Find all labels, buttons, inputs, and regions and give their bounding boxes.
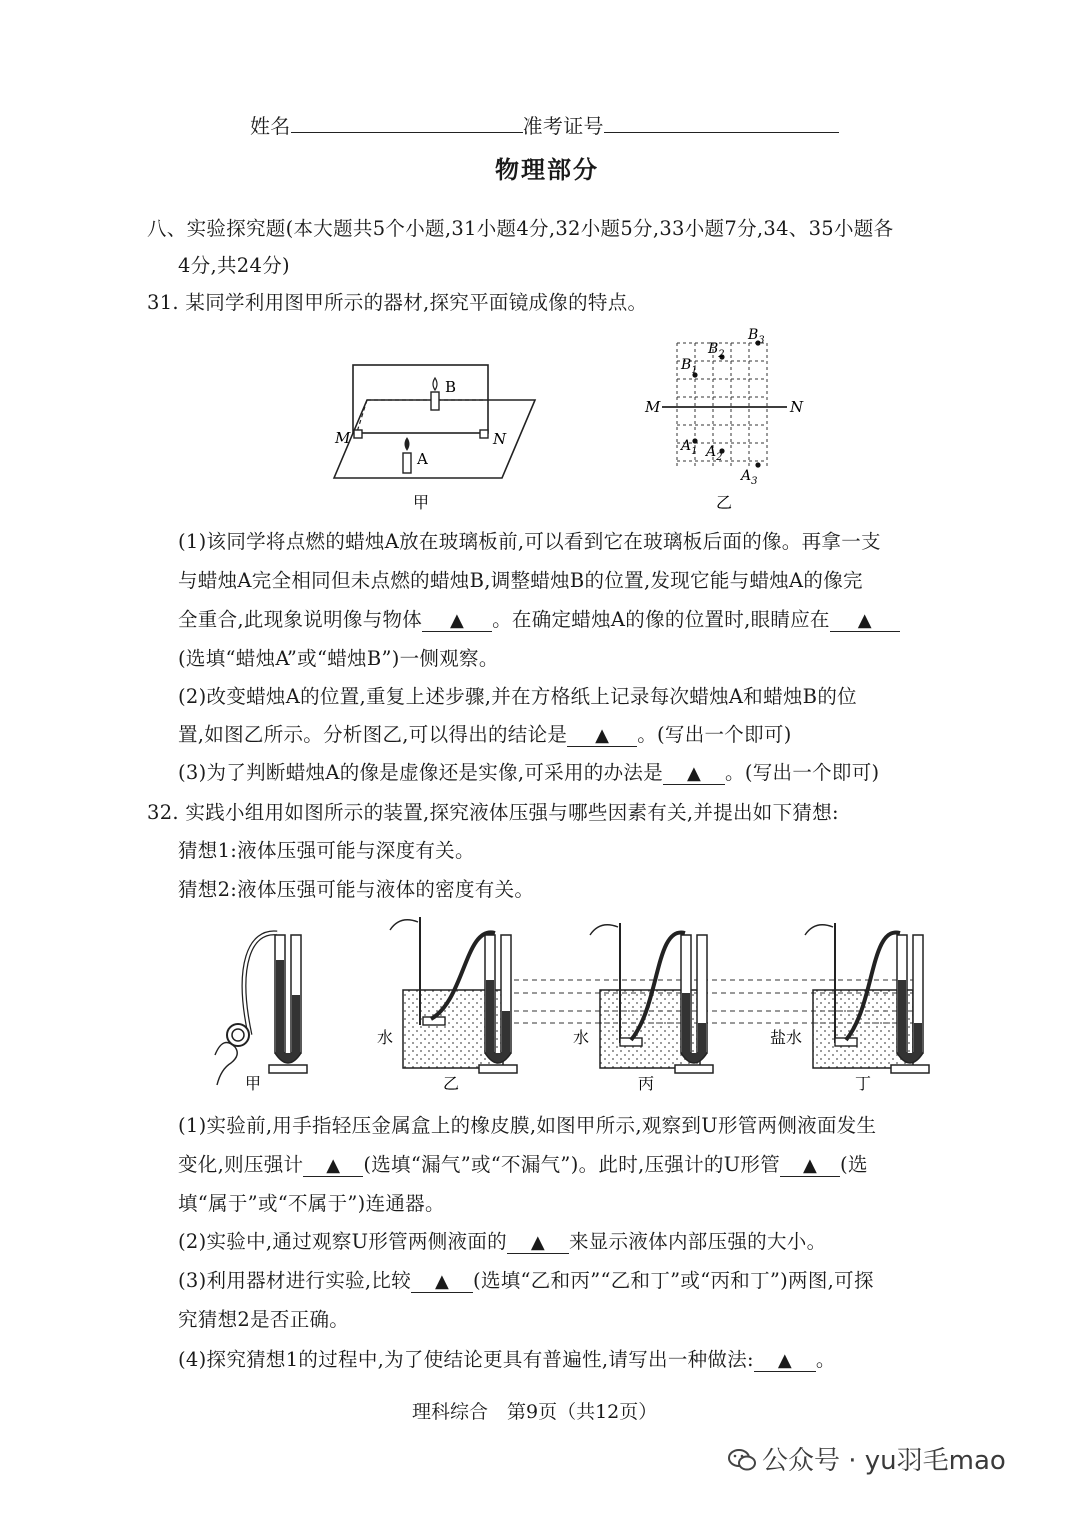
label-water-yi: 水 bbox=[377, 1028, 394, 1047]
point-a1 bbox=[692, 438, 697, 443]
q31-p1-line4: (选填“蜡烛A”或“蜡烛B”)一侧观察。 bbox=[178, 647, 499, 670]
q32-guess2: 猜想2:液体压强可能与液体的密度有关。 bbox=[178, 878, 535, 901]
setup-ding bbox=[770, 923, 929, 1093]
name-input-line[interactable] bbox=[291, 112, 523, 133]
hand-ding bbox=[805, 925, 833, 935]
svg-text:A2: $A_2$ bbox=[706, 444, 723, 463]
label-a: A bbox=[417, 450, 428, 468]
setup-yi bbox=[377, 917, 517, 1093]
candle-a-flame bbox=[405, 438, 409, 450]
q32-p3-line1: (3)利用器材进行实验,比较 ▲ (选填“乙和丙”“乙和丁”或“丙和丁”)两图,可探 bbox=[178, 1269, 874, 1292]
caption-ding: 丁 bbox=[855, 1074, 872, 1093]
q31-stem: 31. 某同学利用图甲所示的器材,探究平面镜成像的特点。 bbox=[147, 291, 648, 314]
candle-a bbox=[403, 453, 411, 473]
watermark-text: 公众号 · yu羽毛mao bbox=[762, 1446, 1006, 1476]
answer-blank-31-3[interactable]: ▲ bbox=[567, 723, 637, 747]
svg-text:B3: $B_3$ bbox=[748, 327, 765, 346]
wechat-icon bbox=[728, 1448, 756, 1472]
setup-bing bbox=[573, 923, 713, 1093]
caption-yi: 乙 bbox=[716, 493, 733, 512]
exam-id-label: 准考证号 bbox=[522, 114, 604, 138]
page-footer: 理科综合 第9页（共12页） bbox=[412, 1401, 658, 1423]
svg-text:B1: $B_1$ bbox=[681, 357, 698, 376]
q31-p1-line2: 与蜡烛A完全相同但未点燃的蜡烛B,调整蜡烛B的位置,发现它能与蜡烛A的像完 bbox=[178, 569, 863, 592]
svg-text:A1: $A_1$ bbox=[681, 438, 698, 457]
q31-figure-jia bbox=[325, 320, 555, 515]
caption-yi-setup: 乙 bbox=[443, 1074, 460, 1093]
caption-jia: 甲 bbox=[413, 493, 430, 512]
clip-m bbox=[354, 430, 362, 438]
label-b: B bbox=[445, 378, 457, 396]
label-m: M bbox=[335, 429, 351, 447]
q32-p1-line2: 变化,则压强计 ▲ (选填“漏气”或“不漏气”)。此时,压强计的U形管 ▲ (选 bbox=[178, 1153, 868, 1176]
hand-jia bbox=[215, 1043, 237, 1086]
answer-blank-32-1[interactable]: ▲ bbox=[303, 1153, 363, 1177]
q31-figure-yi bbox=[640, 325, 815, 515]
q32-guess1: 猜想1:液体压强可能与深度有关。 bbox=[178, 839, 475, 862]
exam-id-input-line[interactable] bbox=[604, 112, 839, 133]
svg-text:B2: $B_2$ bbox=[708, 341, 725, 360]
caption-gauge-jia: 甲 bbox=[245, 1074, 262, 1093]
candle-b bbox=[431, 392, 439, 410]
q31-p1-line3: 全重合,此现象说明像与物体 ▲ 。在确定蜡烛A的像的位置时,眼睛应在 ▲ bbox=[178, 604, 900, 632]
q31-p3: (3)为了判断蜡烛A的像是虚像还是实像,可采用的办法是 ▲ 。(写出一个即可) bbox=[178, 761, 880, 784]
q31-p2-line1: (2)改变蜡烛A的位置,重复上述步骤,并在方格纸上记录每次蜡烛A和蜡烛B的位 bbox=[178, 685, 857, 708]
q31-p1-line1: (1)该同学将点燃的蜡烛A放在玻璃板前,可以看到它在玻璃板后面的像。再拿一支 bbox=[178, 530, 881, 553]
header-row bbox=[250, 110, 839, 139]
q31-p2-line2: 置,如图乙所示。分析图乙,可以得出的结论是 ▲ 。(写出一个即可) bbox=[178, 723, 792, 746]
q32-p4: (4)探究猜想1的过程中,为了使结论更具有普遍性,请写出一种做法: ▲ 。 bbox=[178, 1348, 836, 1371]
answer-blank-31-2[interactable]: ▲ bbox=[830, 608, 900, 632]
watermark bbox=[728, 1440, 1006, 1477]
point-a3 bbox=[755, 462, 760, 467]
q32-p3-line2: 究猜想2是否正确。 bbox=[178, 1308, 350, 1331]
glass-plate bbox=[353, 365, 488, 433]
section-heading-line1: 八、实验探究题(本大题共5个小题,31小题4分,32小题5分,33小题7分,34、35小题各 bbox=[147, 217, 894, 240]
label-brine: 盐水 bbox=[770, 1028, 803, 1047]
answer-blank-32-5[interactable]: ▲ bbox=[754, 1348, 816, 1372]
label-n: N bbox=[493, 430, 507, 448]
q32-stem: 32. 实践小组用如图所示的装置,探究液体压强与哪些因素有关,并提出如下猜想: bbox=[147, 801, 839, 824]
hand-bing bbox=[590, 925, 618, 935]
section-heading-line2: 4分,共24分) bbox=[178, 254, 290, 277]
grid-label-n: N bbox=[790, 398, 804, 416]
gauge-jia bbox=[215, 933, 307, 1093]
label-water-bing: 水 bbox=[573, 1028, 590, 1047]
name-label: 姓名 bbox=[250, 114, 291, 138]
answer-blank-32-4[interactable]: ▲ bbox=[411, 1269, 473, 1293]
svg-text:A3: $A_3$ bbox=[741, 468, 758, 487]
section-title: 物理部分 bbox=[495, 155, 599, 184]
q32-p1-line1: (1)实验前,用手指轻压金属盒上的橡皮膜,如图甲所示,观察到U形管两侧液面发生 bbox=[178, 1114, 877, 1137]
q32-p2: (2)实验中,通过观察U形管两侧液面的 ▲ 来显示液体内部压强的大小。 bbox=[178, 1230, 827, 1253]
clip-n bbox=[480, 430, 488, 438]
q32-p1-line3: 填“属于”或“不属于”)连通器。 bbox=[178, 1192, 445, 1215]
hand-yi bbox=[390, 920, 418, 930]
candle-b-flame bbox=[433, 378, 437, 390]
grid-label-m: M bbox=[645, 398, 661, 416]
answer-blank-32-3[interactable]: ▲ bbox=[507, 1230, 569, 1254]
caption-bing: 丙 bbox=[638, 1074, 655, 1093]
answer-blank-31-1[interactable]: ▲ bbox=[422, 608, 492, 632]
q32-figure bbox=[195, 905, 945, 1100]
answer-blank-32-2[interactable]: ▲ bbox=[780, 1153, 840, 1177]
answer-blank-31-4[interactable]: ▲ bbox=[663, 761, 725, 785]
